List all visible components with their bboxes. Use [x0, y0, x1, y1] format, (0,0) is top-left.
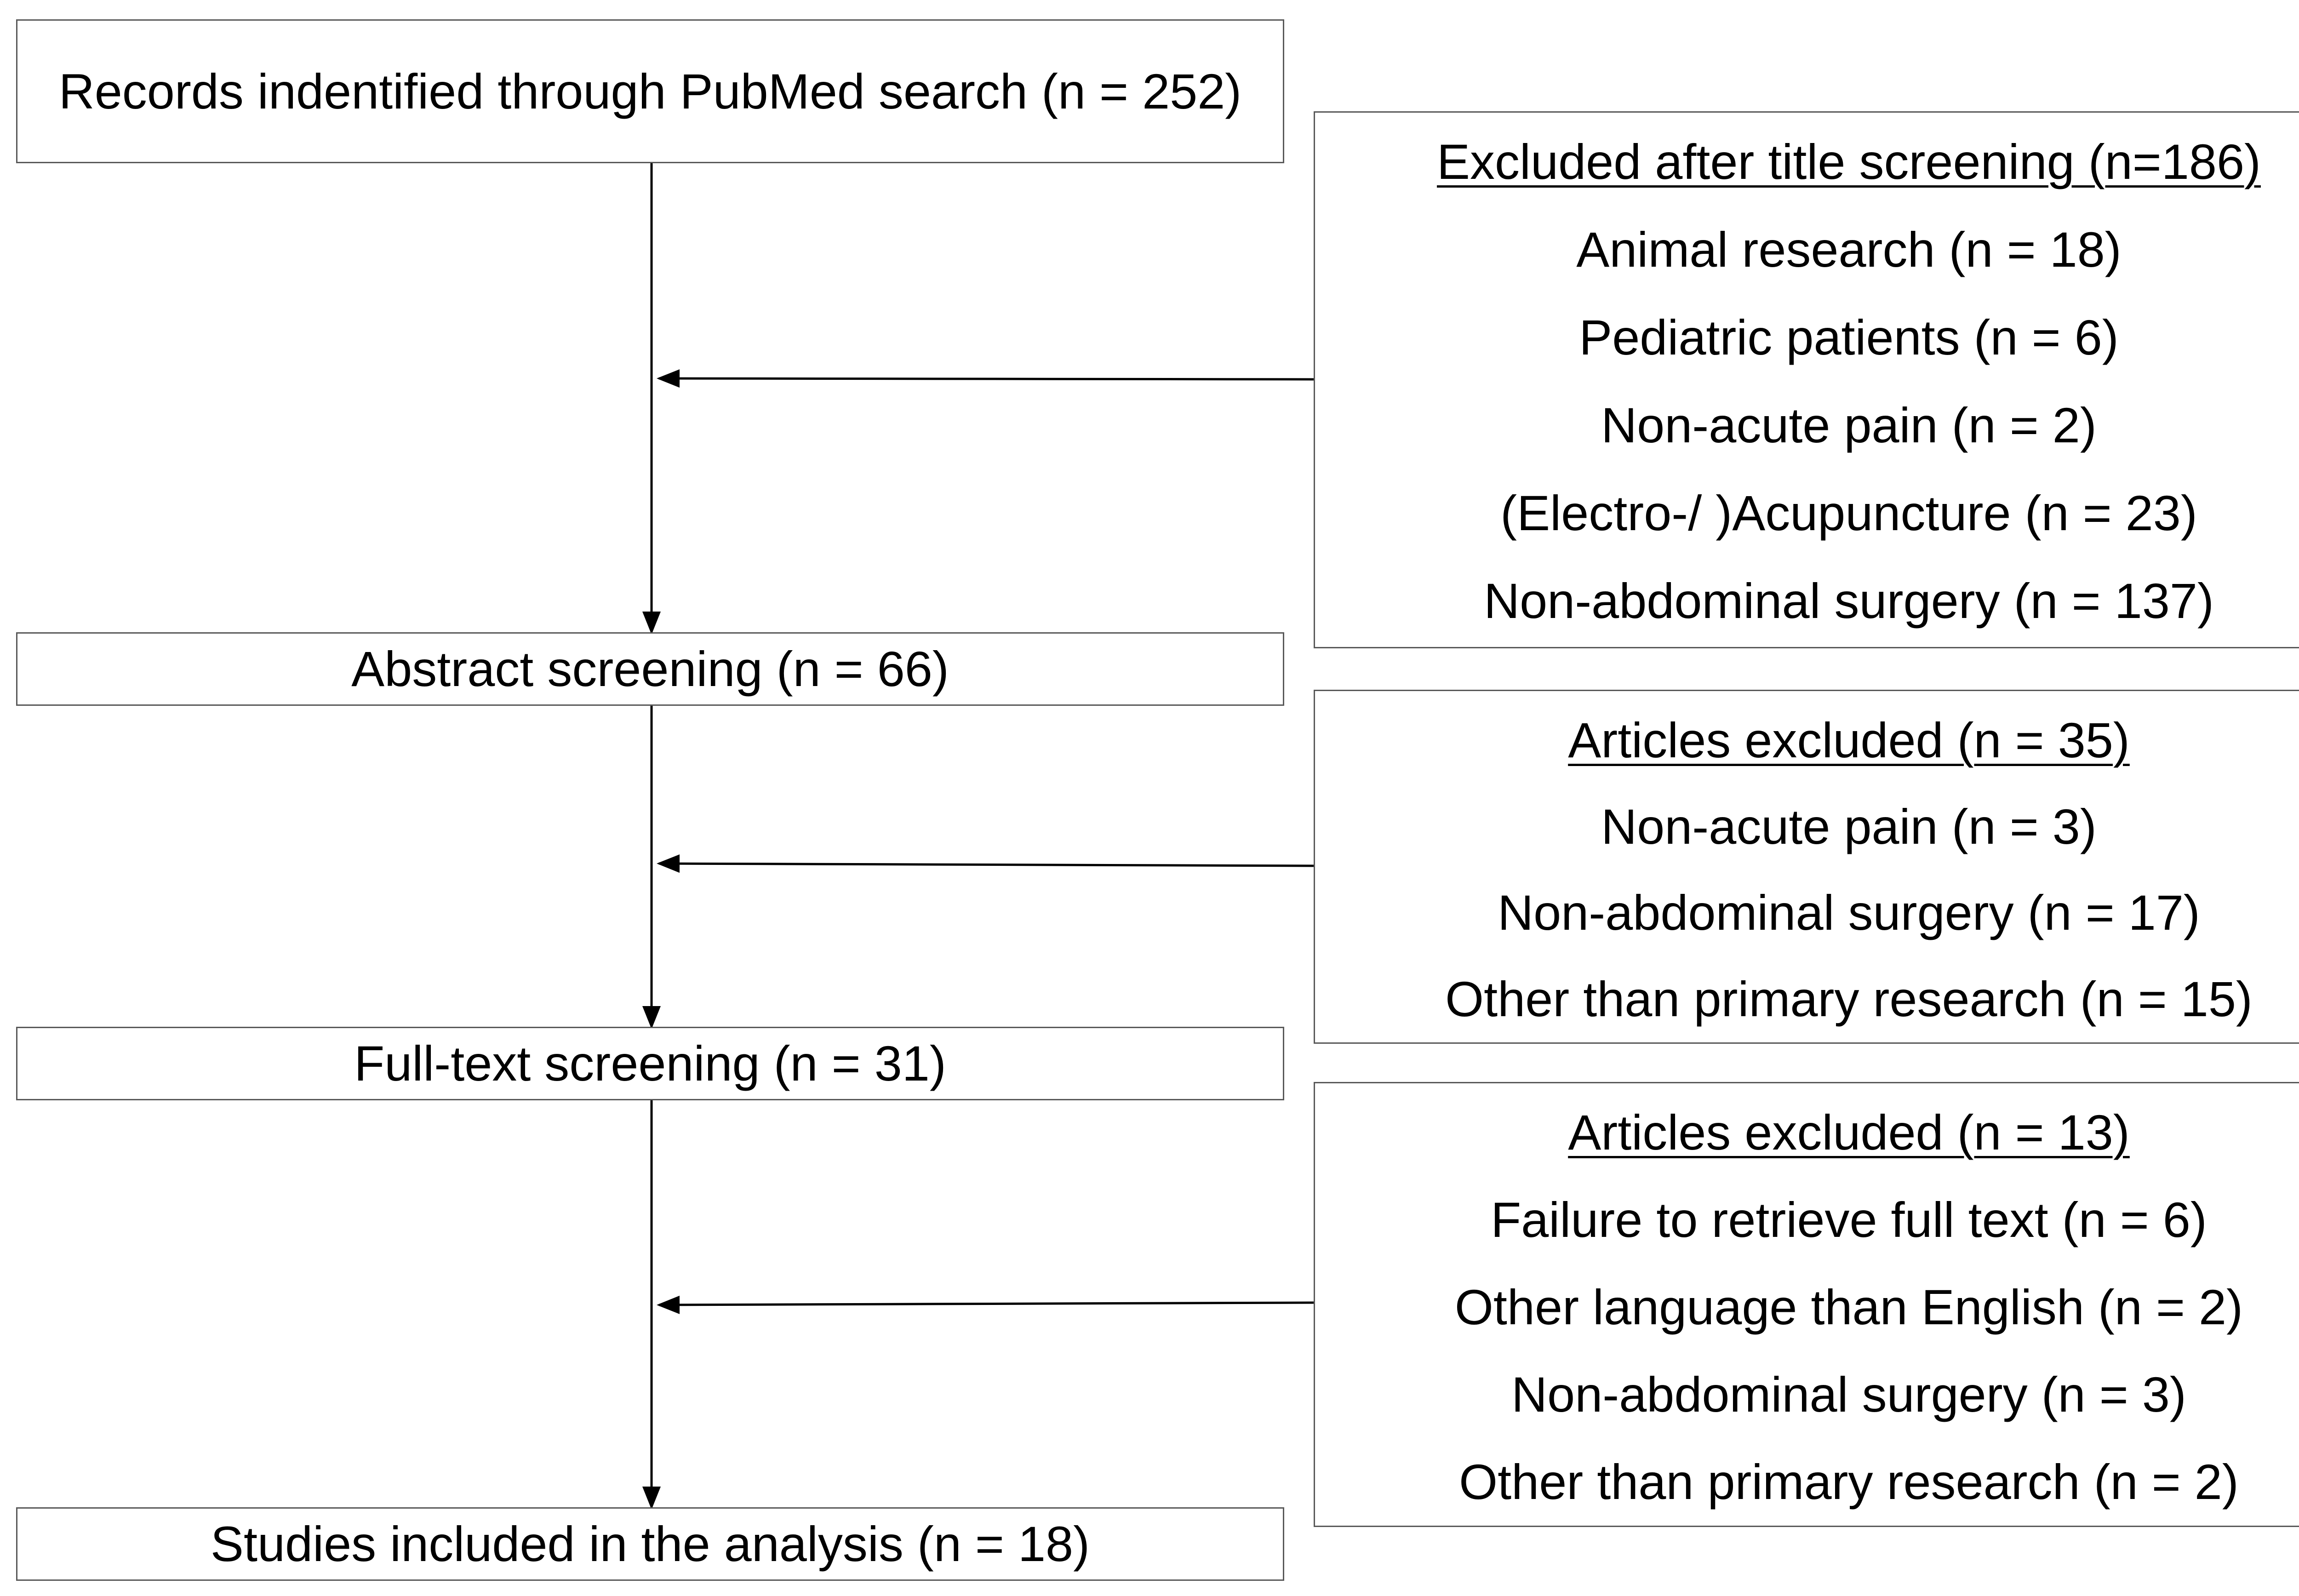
exclusion-item: Non-abdominal surgery (n = 17): [1498, 885, 2200, 941]
exclusion-item: Non-acute pain (n = 2): [1601, 397, 2097, 453]
exclusion-heading: Articles excluded (n = 13): [1568, 1104, 2130, 1160]
arrow-exclusion-title: [659, 378, 1314, 379]
abstract-screening-box: [16, 632, 1284, 706]
studies-included-label: Studies included in the analysis (n = 18): [210, 1516, 1090, 1572]
identified-records-label: Records indentified through PubMed search (n = 252): [58, 63, 1242, 119]
exclusion-item: Pediatric patients (n = 6): [1579, 309, 2119, 365]
exclusion-item: Non-acute pain (n = 3): [1601, 798, 2097, 854]
fulltext-screening-box: [16, 1027, 1284, 1100]
exclusion-heading: Articles excluded (n = 35): [1568, 712, 2130, 768]
exclusion-item: Non-abdominal surgery (n = 3): [1511, 1367, 2186, 1422]
exclusion-box-title-screening: [1314, 111, 2299, 648]
exclusion-item: Other than primary research (n = 15): [1445, 971, 2253, 1027]
abstract-screening-label: Abstract screening (n = 66): [351, 641, 949, 697]
exclusion-item: Other than primary research (n = 2): [1459, 1454, 2239, 1510]
identified-records-box: [16, 19, 1284, 163]
arrow-exclusion-abstract: [659, 864, 1314, 866]
fulltext-screening-label: Full-text screening (n = 31): [354, 1035, 946, 1091]
exclusion-heading: Excluded after title screening (n=186): [1436, 133, 2261, 189]
exclusion-item: Animal research (n = 18): [1576, 221, 2122, 277]
exclusion-item: (Electro-/ )Acupuncture (n = 23): [1500, 485, 2197, 541]
arrow-exclusion-fulltext: [659, 1303, 1314, 1305]
exclusion-box-fulltext-screening: [1314, 1082, 2299, 1527]
exclusion-box-abstract-screening: [1314, 690, 2299, 1044]
studies-included-box: [16, 1507, 1284, 1581]
exclusion-item: Other language than English (n = 2): [1454, 1279, 2243, 1335]
exclusion-item: Non-abdominal surgery (n = 137): [1484, 572, 2214, 629]
exclusion-item: Failure to retrieve full text (n = 6): [1491, 1192, 2207, 1247]
